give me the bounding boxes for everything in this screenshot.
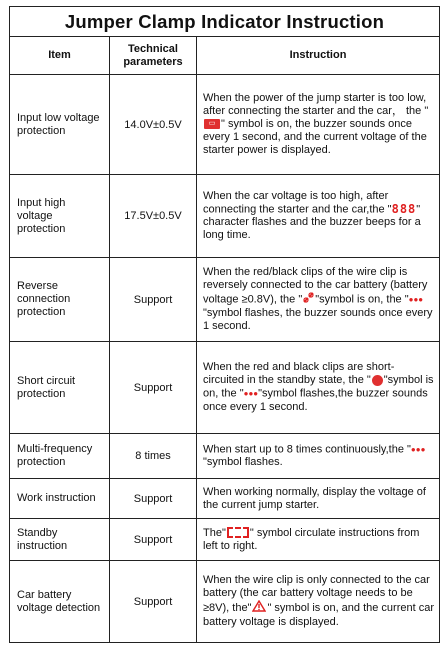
table-title: Jumper Clamp Indicator Instruction [10,7,440,37]
table-row [10,561,440,643]
row-instruction [197,519,440,561]
instr-text: When the car voltage is too high, after connecting the starter and the car,the " [203,189,392,216]
bracket-segment-icon [227,527,249,538]
row-param: Support [110,342,197,434]
row-instruction [197,479,440,519]
table-row [10,479,440,519]
table-row [10,342,440,434]
instr-text: When the power of the jump starter is too low, after connecting the starter and the car， the " [203,92,429,117]
row-param: Support [110,479,197,519]
instr-text: " symbol is on, the buzzer sounds once every 1 second, and the current voltage of the starter power is displayed. [203,118,427,156]
instr-text: When the red and black clips are short-circuited in the standby state, the " [203,361,395,387]
header-params: Technical parameters [110,37,197,75]
warning-triangle-icon [252,600,266,616]
clip-reverse-icon [303,292,314,307]
row-item: Standby instruction [10,519,110,561]
instr-text: When working normally, display the voltage of the current jump starter. [203,485,426,511]
dots-icon: ●●● [243,389,259,399]
instr-text: "symbol flashes, the buzzer sounds once every 1 second. [203,307,433,332]
row-item: Multi-frequency protection [10,434,110,479]
digits-888-icon: 888 [391,201,417,216]
instr-text: When the red/black clips of the wire clip is reversely connected to the car battery (battery voltage ≥0.8V), the " [203,266,428,306]
row-param: Support [110,258,197,342]
row-instruction [197,561,440,643]
battery-low-icon: ▭ [204,119,220,129]
instr-text: "symbol is on, the " [203,374,434,400]
table-row [10,258,440,342]
instruction-sheet [9,6,439,643]
row-item: Short circuit protection [10,342,110,434]
instr-text: When the wire clip is only connected to the car battery (the car battery voltage needs to be ≥8V), the" [203,574,430,614]
table-row [10,75,440,175]
row-instruction [197,175,440,258]
instr-text: When start up to 8 times continuously,the " [203,443,411,456]
row-instruction [197,342,440,434]
instr-text: " symbol circulate instructions from left to right. [203,526,420,552]
instruction-table [9,6,440,643]
header-row [10,37,440,75]
table-row [10,434,440,479]
header-instruction: Instruction [197,37,440,75]
table-row [10,175,440,258]
dots-icon: ●●● [408,295,424,304]
row-param: Support [110,519,197,561]
row-instruction [197,258,440,342]
row-item: Car battery voltage detection [10,561,110,643]
row-instruction [197,75,440,175]
row-param: Support [110,561,197,643]
header-item: Item [10,37,110,75]
dots-icon: ●●● [410,444,426,454]
instr-text: The" [203,526,226,539]
row-param: 17.5V±0.5V [110,175,197,258]
instr-text: "symbol flashes. [203,456,283,469]
row-item: Reverse connection protection [10,258,110,342]
row-item: Input low voltage protection [10,75,110,175]
row-param: 8 times [110,434,197,479]
table-row [10,519,440,561]
instr-text: " character flashes and the buzzer beeps for a long time. [203,203,421,242]
row-instruction [197,434,440,479]
instr-text: "symbol flashes,the buzzer sounds once every 1 second. [203,387,428,413]
row-param: 14.0V±0.5V [110,75,197,175]
instr-text: "symbol is on, the " [315,293,409,306]
short-circuit-icon [372,375,383,386]
row-item: Input high voltage protection [10,175,110,258]
instr-text: " symbol is on, and the current car battery voltage is displayed. [203,601,435,628]
row-item: Work instruction [10,479,110,519]
